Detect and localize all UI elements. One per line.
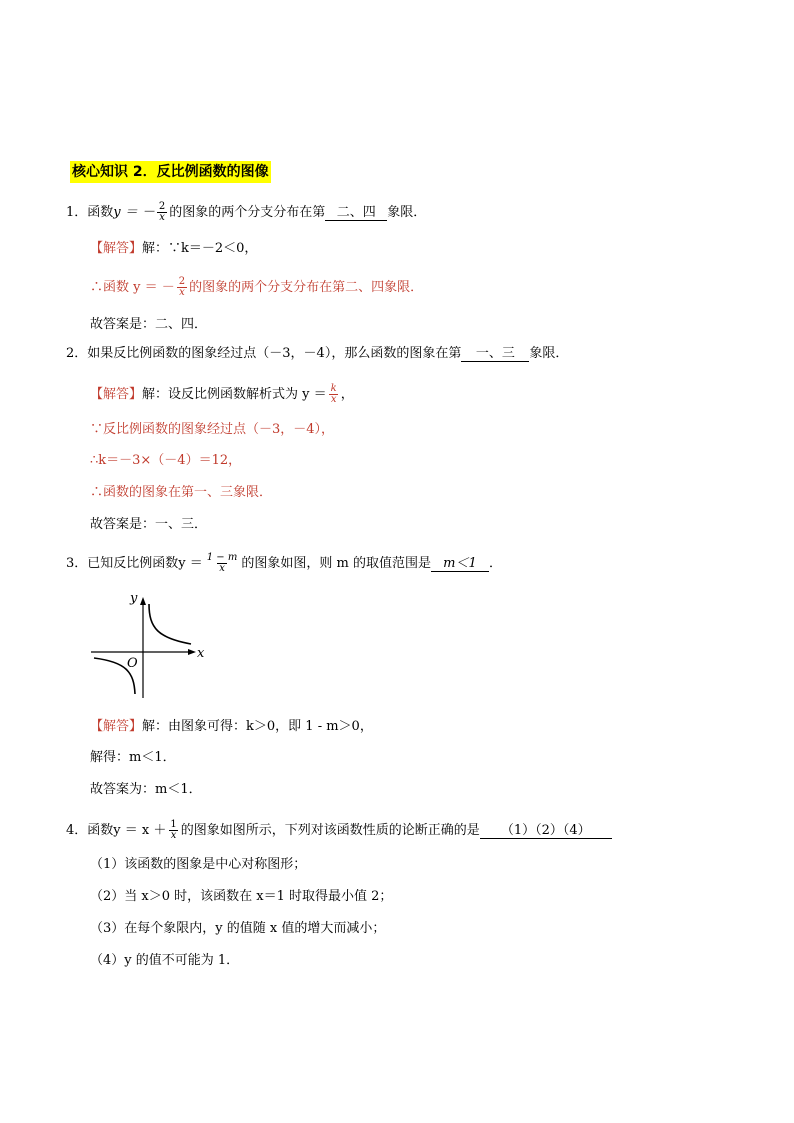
- answer-blank: 一、三: [461, 346, 529, 362]
- solution-tag: 【解答】: [90, 241, 143, 256]
- fraction: $\frac{1 - m}{x}$: [206, 552, 238, 574]
- question-number: 1．: [66, 205, 88, 220]
- x-axis-label: x: [197, 646, 205, 661]
- solution-line: ∵反比例函数的图象经过点（－3，－4），: [90, 422, 335, 437]
- hyperbola-graph: [88, 590, 213, 702]
- fraction: $\frac{k}{x}$: [330, 383, 337, 405]
- solution-tag: 【解答】: [90, 719, 143, 734]
- solution-line: 【解答】解：由图象可得：k＞0，即 1 - m＞0，: [90, 719, 373, 734]
- question-number: 2．: [66, 346, 88, 361]
- fraction: $\frac{2}{x}$: [158, 201, 166, 223]
- solution-tag: 【解答】: [90, 387, 143, 402]
- solution-line: 【解答】解：∵k＝－2＜0，: [90, 241, 258, 256]
- fraction: $\frac{2}{x}$: [178, 276, 186, 298]
- section-title: 核心知识 2．反比例函数的图像: [70, 161, 271, 183]
- list-item: （3）在每个象限内，y 的值随 x 值的增大而减小；: [90, 921, 386, 936]
- answer-blank: 二、四: [325, 205, 387, 221]
- question-number: 3．: [66, 556, 88, 571]
- y-axis-arrow: [140, 597, 146, 605]
- answer-blank: （1）（2）（4）: [480, 823, 612, 839]
- answer-blank: m＜1: [431, 556, 489, 572]
- solution-line: ∴k＝－3×（－4）＝12，: [90, 453, 242, 468]
- final-answer: 故答案为：m＜1．: [90, 782, 202, 797]
- question-1: 1．函数y ＝ － $\frac{2}{x}$ 的图象的两个分支分布在第 二、四 象限．: [66, 201, 427, 223]
- solution-line: ∴函数 y ＝ － $\frac{2}{x}$ 的图象的两个分支分布在第二、四象限．: [90, 276, 424, 298]
- y-axis-label: y: [130, 591, 138, 606]
- final-answer: 故答案是：一、三．: [90, 517, 208, 532]
- curve-first-quadrant: [149, 604, 191, 644]
- solution-line: 解得：m＜1．: [90, 750, 176, 765]
- question-3: 3．已知反比例函数y ＝ $\frac{1 - m}{x}$ 的图象如图，则 m 的取值范围是 m＜1 ．: [66, 552, 502, 574]
- origin-label: O: [127, 656, 138, 671]
- question-number: 4．: [66, 823, 88, 838]
- list-item: （4）y 的值不可能为 1．: [90, 953, 240, 968]
- final-answer: 故答案是：二、四．: [90, 317, 208, 332]
- question-4: 4．函数y ＝ x ＋ $\frac{1}{x}$ 的图象如图所示，下列对该函数性质的论断正确的是 （1）（2）（4）: [66, 820, 612, 841]
- solution-line: ∴函数的图象在第一、三象限．: [90, 485, 273, 500]
- fraction: $\frac{1}{x}$: [170, 819, 177, 841]
- solution-line: 【解答】解：设反比例函数解析式为 y ＝ $\frac{k}{x}$ ，: [90, 383, 354, 405]
- x-axis-arrow: [188, 649, 196, 655]
- list-item: （1）该函数的图象是中心对称图形；: [90, 857, 307, 872]
- list-item: （2）当 x＞0 时，该函数在 x＝1 时取得最小值 2；: [90, 889, 393, 904]
- question-2: 2．如果反比例函数的图象经过点（－3，－4），那么函数的图象在第 一、三 象限．: [66, 346, 569, 361]
